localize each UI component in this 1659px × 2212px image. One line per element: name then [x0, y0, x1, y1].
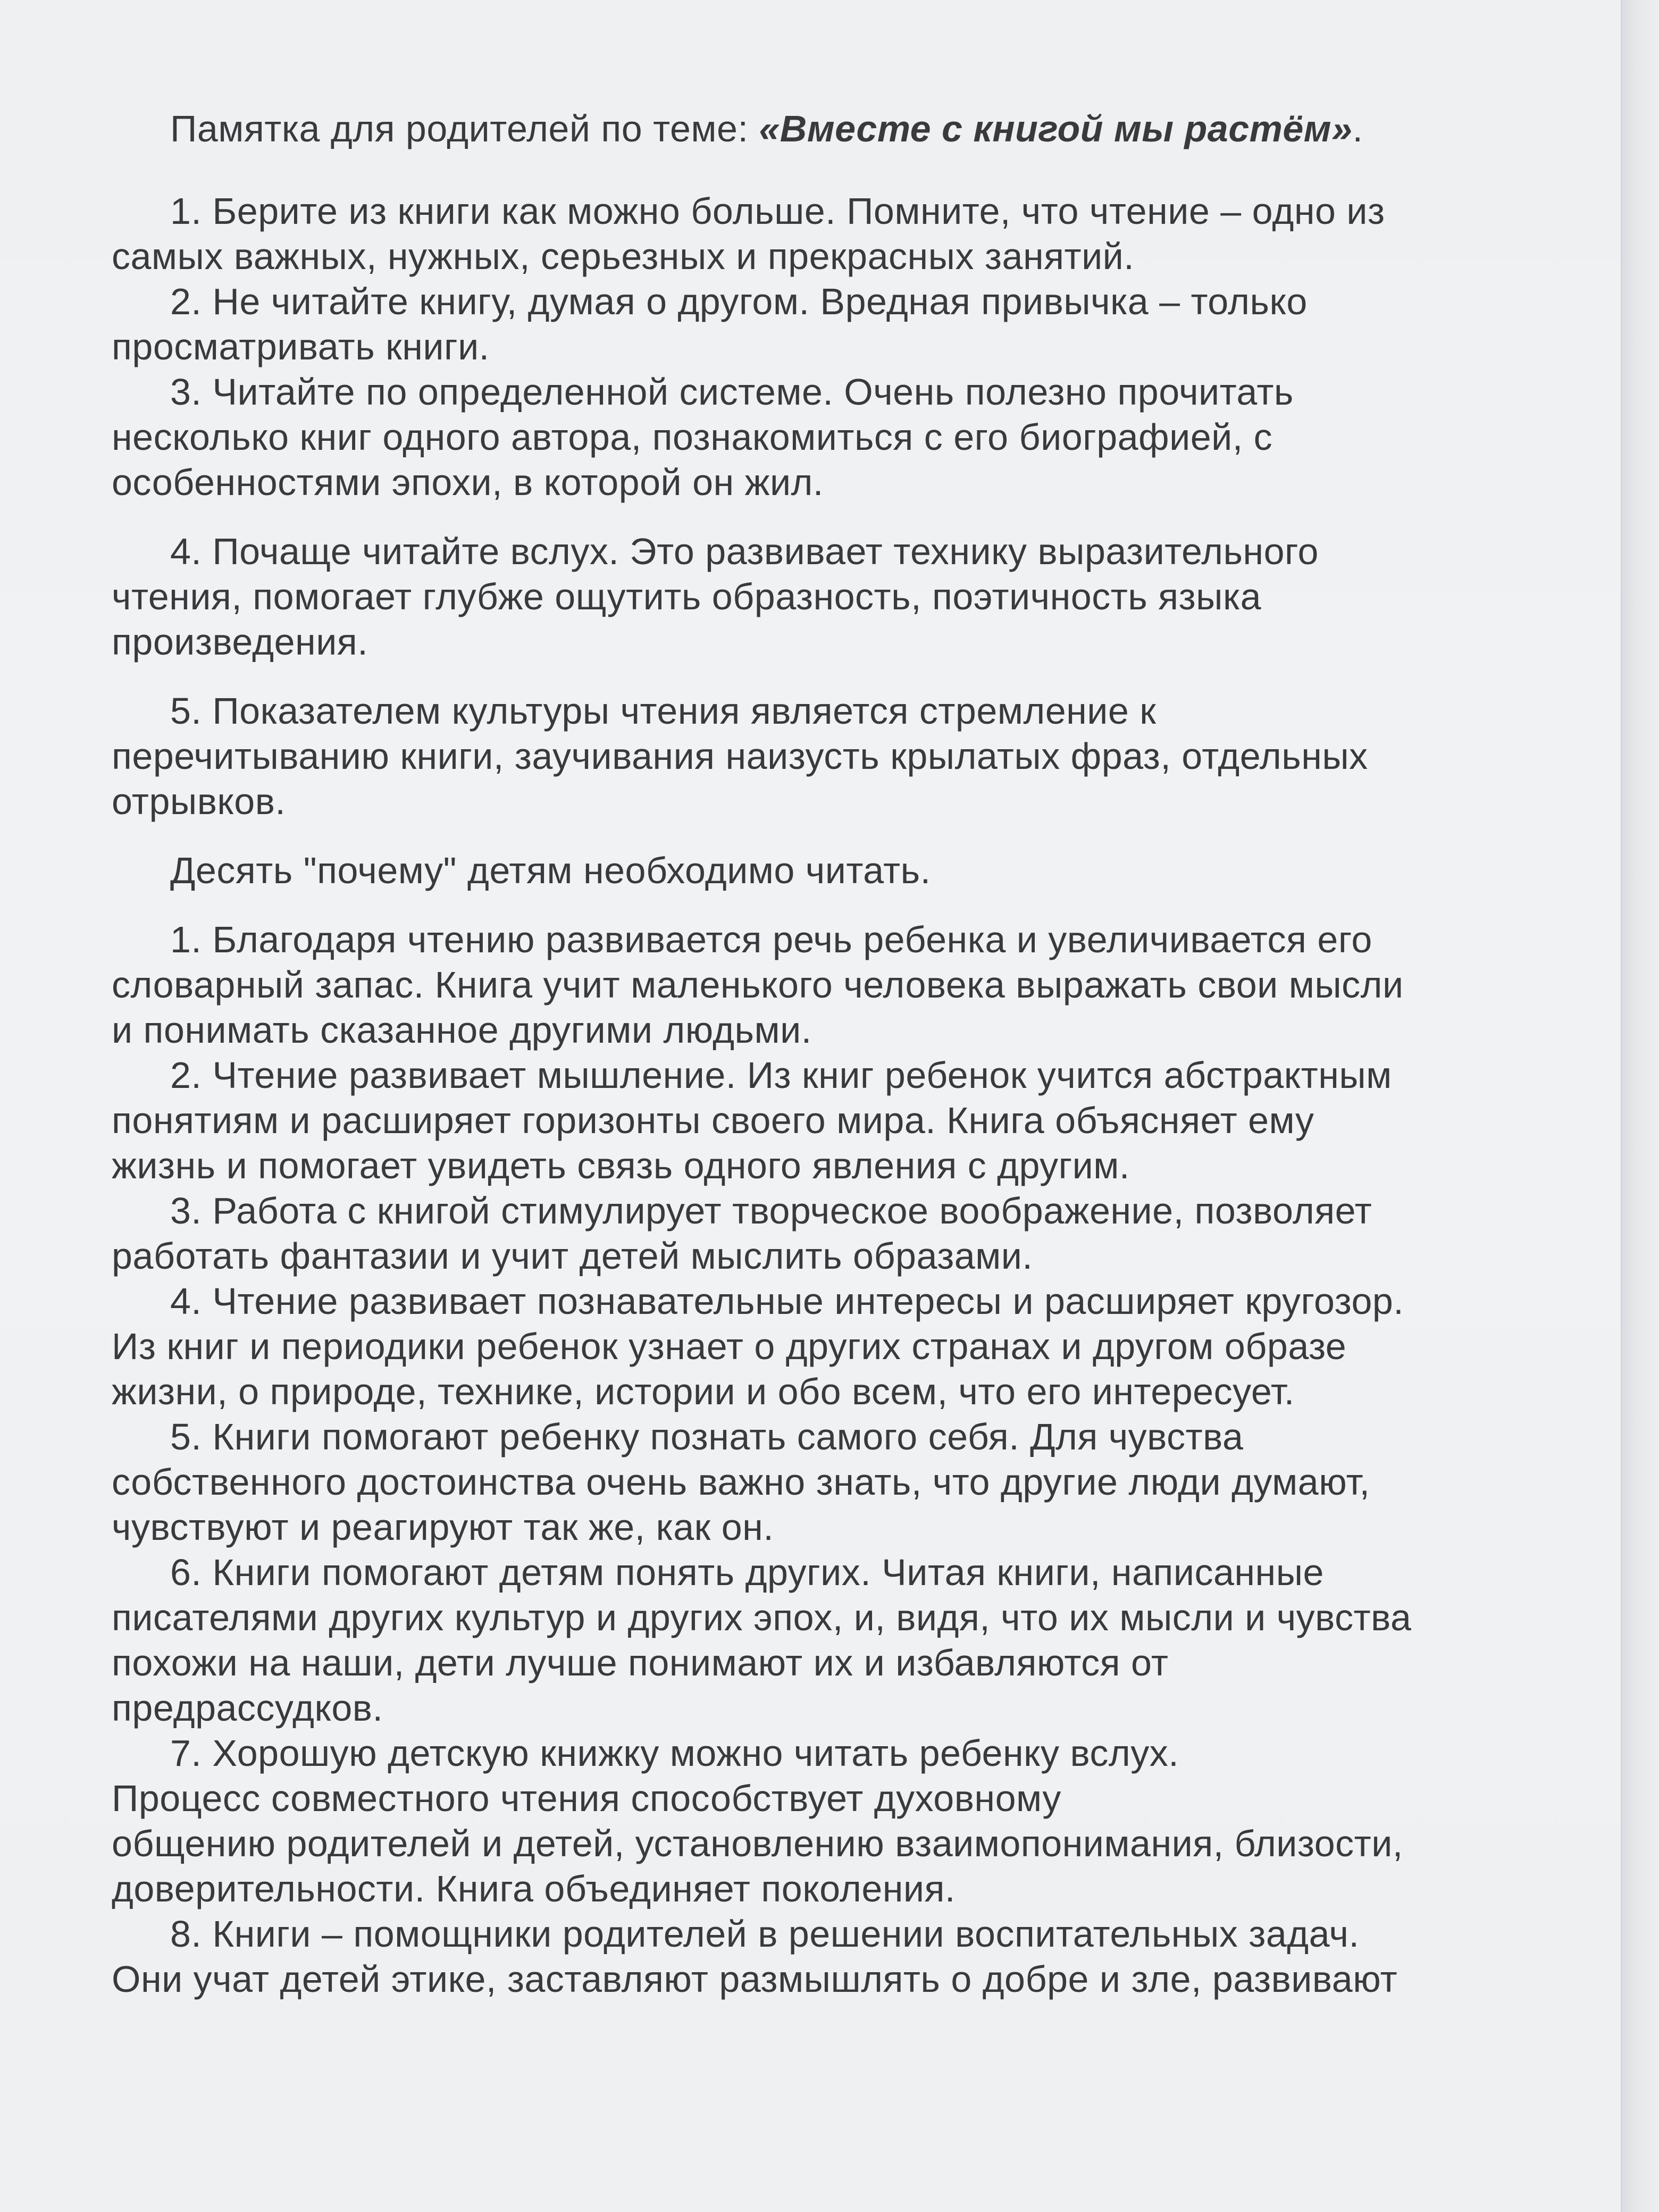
paragraph-line: словарный запас. Книга учит маленького человека выражать свои мысли	[112, 964, 1404, 1006]
paragraph-line: доверительности. Книга объединяет поколения.	[112, 1868, 956, 1909]
reason-2	[112, 1053, 1515, 1188]
reason-1	[112, 917, 1515, 1053]
paragraph-line: перечитыванию книги, заучивания наизусть крылатых фраз, отдельных	[112, 735, 1368, 777]
memo-title	[112, 106, 1515, 152]
paragraph-line: предрассудков.	[112, 1687, 383, 1729]
paragraph-line: 4. Почаще читайте вслух. Это развивает технику выразительного	[170, 531, 1319, 572]
paragraph-line: жизнь и помогает увидеть связь одного явления с другим.	[112, 1145, 1130, 1186]
paragraph-line: 3. Работа с книгой стимулирует творческое воображение, позволяет	[170, 1190, 1372, 1231]
paragraph-line: отрывков.	[112, 781, 286, 822]
memo-tip-4	[112, 529, 1515, 665]
paragraph-line: особенностями эпохи, в которой он жил.	[112, 462, 824, 503]
paragraph-line: общению родителей и детей, установлению взаимопонимания, близости,	[112, 1823, 1403, 1864]
paragraph-line: собственного достоинства очень важно знать, что другие люди думают,	[112, 1461, 1370, 1503]
reasons-heading: Десять "почему" детям необходимо читать.	[170, 850, 931, 891]
memo-tip-2	[112, 279, 1515, 370]
memo-title-suffix: .	[1352, 108, 1363, 149]
paragraph-line: и понимать сказанное другими людьми.	[112, 1009, 812, 1051]
paragraph-line: 1. Берите из книги как можно больше. Помните, что чтение – одно из	[170, 190, 1385, 232]
paragraph-line: 8. Книги – помощники родителей в решении воспитательных задач.	[170, 1913, 1360, 1955]
paragraph-line: произведения.	[112, 621, 368, 663]
memo-tip-1	[112, 189, 1515, 279]
spacer	[112, 505, 1515, 529]
memo-tip-3	[112, 370, 1515, 505]
paragraph-line: 7. Хорошую детскую книжку можно читать ребенку вслух.	[170, 1732, 1179, 1774]
paragraph-line: 5. Показателем культуры чтения является стремление к	[170, 690, 1157, 732]
paragraph-line: писателями других культур и других эпох, и, видя, что их мысли и чувства	[112, 1597, 1412, 1638]
paragraph-line: работать фантазии и учит детей мыслить образами.	[112, 1235, 1033, 1277]
spacer	[112, 665, 1515, 689]
paragraph-line: жизни, о природе, технике, истории и обо всем, что его интересует.	[112, 1371, 1295, 1412]
paragraph-line: несколько книг одного автора, познакомиться с его биографией, с	[112, 416, 1273, 458]
document-body	[112, 106, 1515, 2002]
reason-8	[112, 1912, 1515, 2002]
spacer	[112, 152, 1515, 189]
reason-7	[112, 1731, 1515, 1912]
paragraph-line: чтения, помогает глубже ощутить образность, поэтичность языка	[112, 576, 1262, 617]
memo-title-prefix: Памятка для родителей по теме:	[170, 108, 759, 149]
reason-5	[112, 1414, 1515, 1550]
paragraph-line: 3. Читайте по определенной системе. Очень полезно прочитать	[170, 371, 1294, 413]
spacer	[112, 824, 1515, 848]
paper-edge	[1621, 0, 1659, 2212]
paragraph-line: 1. Благодаря чтению развивается речь ребенка и увеличивается его	[170, 919, 1372, 960]
paragraph-line: просматривать книги.	[112, 326, 490, 367]
paragraph-line: 2. Чтение развивает мышление. Из книг ребенок учится абстрактным	[170, 1054, 1392, 1096]
paragraph-line: Они учат детей этике, заставляют размышлять о добре и зле, развивают	[112, 1958, 1398, 2000]
spacer	[112, 893, 1515, 917]
memo-tip-5	[112, 689, 1515, 824]
reason-4	[112, 1279, 1515, 1414]
memo-title-emphasis: «Вместе с книгой мы растём»	[759, 108, 1353, 149]
paragraph-line: самых важных, нужных, серьезных и прекрасных занятий.	[112, 236, 1135, 277]
paragraph-line: 5. Книги помогают ребенку познать самого себя. Для чувства	[170, 1416, 1244, 1457]
reason-3	[112, 1188, 1515, 1279]
reason-6	[112, 1550, 1515, 1731]
paragraph-line: чувствуют и реагируют так же, как он.	[112, 1506, 774, 1548]
paragraph-line: похожи на наши, дети лучше понимают их и избавляются от	[112, 1642, 1169, 1683]
paragraph-line: Процесс совместного чтения способствует духовному	[112, 1778, 1061, 1819]
paragraph-line: Из книг и периодики ребенок узнает о других странах и другом образе	[112, 1326, 1347, 1367]
paragraph-line: понятиям и расширяет горизонты своего мира. Книга объясняет ему	[112, 1100, 1314, 1141]
paragraph-line: 6. Книги помогают детям понять других. Читая книги, написанные	[170, 1552, 1324, 1593]
paragraph-line: 2. Не читайте книгу, думая о другом. Вредная привычка – только	[170, 281, 1308, 322]
paragraph-line: 4. Чтение развивает познавательные интересы и расширяет кругозор.	[170, 1280, 1404, 1322]
